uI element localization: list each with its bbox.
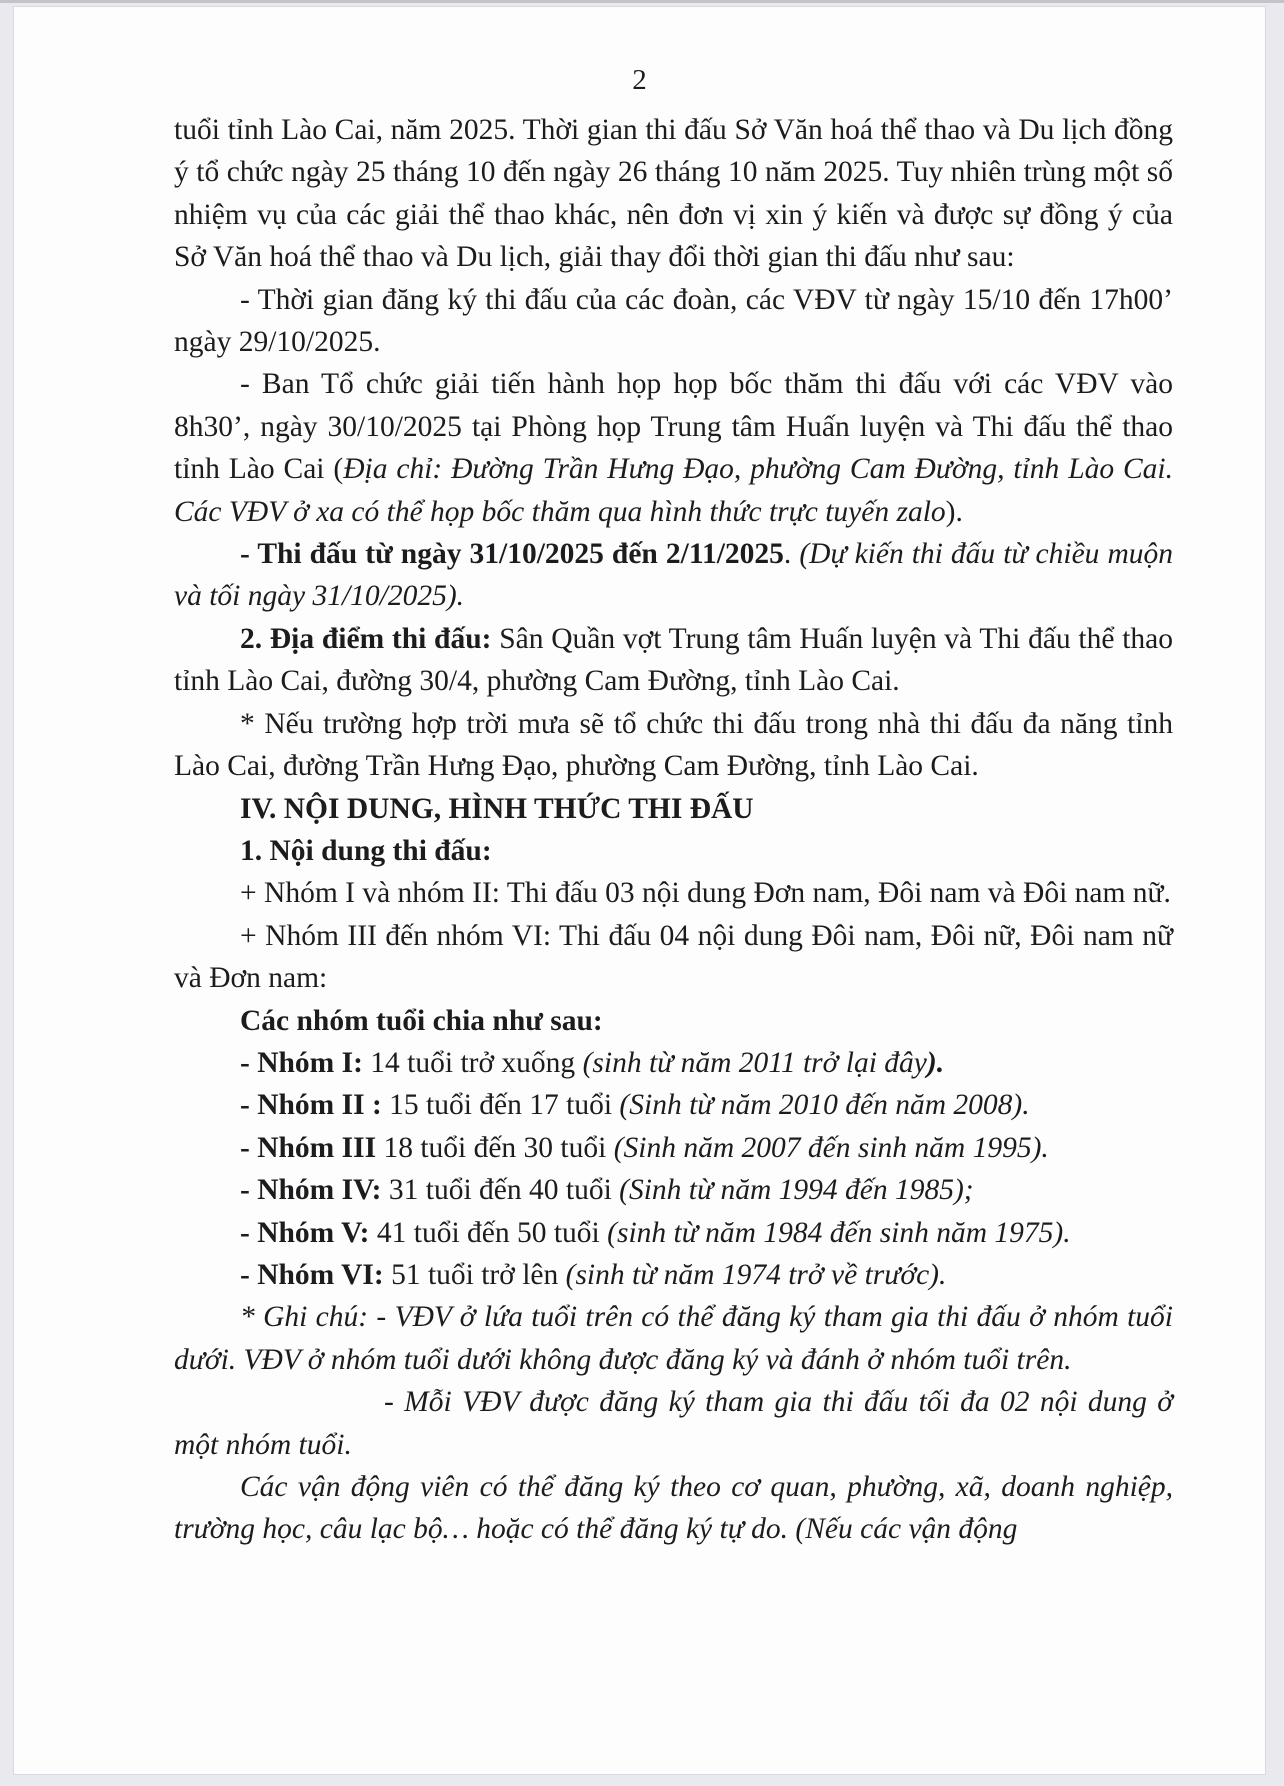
text-run: (Dự kiến thi đấu từ chiều muộn và tối ngày 31/10/2025).: [174, 538, 1173, 613]
text-run: (Sinh năm 2007 đến sinh năm 1995).: [613, 1131, 1049, 1164]
text-run: - Nhóm II :: [240, 1089, 382, 1122]
document-body: [174, 109, 1173, 1551]
text-run: 41 tuổi đến 50 tuổi: [369, 1216, 608, 1249]
text-run: (Sinh từ năm 2010 đến năm 2008).: [619, 1089, 1030, 1122]
text-run: 15 tuổi đến 17 tuổi: [381, 1089, 620, 1122]
paragraph: [174, 363, 1173, 533]
text-run: * Nếu trường hợp trời mưa sẽ tổ chức thi đấu trong nhà thi đấu đa năng tỉnh Lào Cai, đường Trần Hưng Đạo, phường Cam Đường, tỉnh Lào Cai.: [174, 707, 1173, 783]
paragraph: [174, 1084, 1173, 1126]
text-run: 1. Nội dung thi đấu:: [240, 834, 492, 867]
paragraph: [174, 1127, 1173, 1169]
text-run: (Sinh từ năm 1994 đến 1985);: [619, 1174, 974, 1207]
text-run: 18 tuổi đến 30 tuổi: [376, 1131, 614, 1164]
text-run: + Nhóm I và nhóm II: Thi đấu 03 nội dung Đơn nam, Đôi nam và Đôi nam nữ.: [240, 877, 1171, 910]
text-run: 14 tuổi trở xuống: [362, 1046, 583, 1079]
text-run: - Nhóm I:: [240, 1046, 363, 1079]
text-run: Các vận động viên có thể đăng ký theo cơ quan, phường, xã, doanh nghiệp, trường học, câu lạc bộ… hoặc có thể đăng ký tự do. (Nếu các vận động: [174, 1471, 1173, 1546]
text-run: - Nhóm III: [240, 1131, 377, 1164]
paragraph: [174, 1212, 1173, 1254]
paragraph: [174, 618, 1173, 703]
text-run: 31 tuổi đến 40 tuổi: [381, 1174, 620, 1207]
text-run: Địa chỉ: Đường Trần Hưng Đạo, phường Cam Đường, tỉnh Lào Cai. Các VĐV ở xa có thể họp bốc thăm qua hình thức trực tuyến zalo: [174, 453, 1173, 528]
text-run: - Thi đấu từ ngày 31/10/2025 đến 2/11/2025: [240, 538, 784, 571]
paragraph: [174, 1296, 1173, 1381]
text-run: Sân Quần vợt Trung tâm Huấn luyện và Thi đấu thể thao tỉnh Lào Cai, đường 30/4, phường Cam Đường, tỉnh Lào Cai.: [174, 622, 1173, 698]
text-run: .: [783, 538, 800, 571]
paragraph: [174, 830, 1173, 872]
text-run: (sinh từ năm 1984 đến sinh năm 1975).: [607, 1216, 1071, 1249]
paragraph: [174, 279, 1173, 364]
text-run: * Ghi chú: - VĐV ở lứa tuổi trên có thể đăng ký tham gia thi đấu ở nhóm tuổi dưới. VĐV ở nhóm tuổi dưới không được đăng ký và đánh ở nhóm tuổi trên.: [174, 1301, 1173, 1376]
text-run: (sinh từ năm 1974 trở về trước).: [565, 1258, 947, 1291]
paragraph: [174, 1254, 1173, 1296]
paragraph: [174, 1169, 1173, 1211]
paragraph: [174, 1000, 1173, 1042]
text-run: Các nhóm tuổi chia như sau:: [240, 1004, 603, 1037]
document-page: [13, 6, 1266, 1775]
text-run: tuổi tỉnh Lào Cai, năm 2025. Thời gian thi đấu Sở Văn hoá thể thao và Du lịch đồng ý tổ chức ngày 25 tháng 10 đến ngày 26 tháng 10 năm 2025. Tuy nhiên trùng một số nhiệm vụ của các giải thể thao khác, nên đơn vị xin ý kiến và được sự đồng ý của Sở Văn hoá thể thao và Du lịch, giải thay đổi thời gian thi đấu như sau:: [174, 114, 1173, 274]
paragraph: [174, 1381, 1173, 1466]
text-run: - Nhóm IV:: [240, 1174, 382, 1207]
text-run: (sinh từ năm 2011 trở lại đây: [582, 1046, 927, 1079]
paragraph: [174, 1466, 1173, 1551]
text-run: 2. Địa điểm thi đấu:: [240, 622, 492, 655]
text-run: - Mỗi VĐV được đăng ký tham gia thi đấu tối đa 02 nội dung ở một nhóm tuổi.: [174, 1386, 1173, 1461]
text-run: 51 tuổi trở lên: [383, 1258, 566, 1291]
text-run: - Thời gian đăng ký thi đấu của các đoàn, các VĐV từ ngày 15/10 đến 17h00’ ngày 29/10/2025.: [174, 283, 1173, 359]
text-run: ).: [945, 495, 963, 528]
paragraph: [174, 1042, 1173, 1084]
paragraph: [174, 533, 1173, 618]
paragraph: [174, 109, 1173, 279]
text-run: - Ban Tổ chức giải tiến hành họp họp bốc thăm thi đấu với các VĐV vào 8h30’, ngày 30/10/2025 tại Phòng họp Trung tâm Huấn luyện và Thi đấu thể thao tỉnh Lào Cai (: [174, 368, 1173, 486]
text-run: - Nhóm V:: [240, 1216, 370, 1249]
text-run: + Nhóm III đến nhóm VI: Thi đấu 04 nội dung Đôi nam, Đôi nữ, Đôi nam nữ và Đơn nam:: [174, 919, 1173, 995]
text-run: ).: [926, 1046, 945, 1079]
paragraph: [174, 703, 1173, 788]
paragraph: [174, 872, 1173, 914]
paragraph: [174, 915, 1173, 1000]
text-run: - Nhóm VI:: [240, 1258, 384, 1291]
text-run: IV. NỘI DUNG, HÌNH THỨC THI ĐẤU: [240, 792, 754, 825]
page-number: 2: [632, 64, 647, 96]
paragraph: [174, 788, 1173, 830]
